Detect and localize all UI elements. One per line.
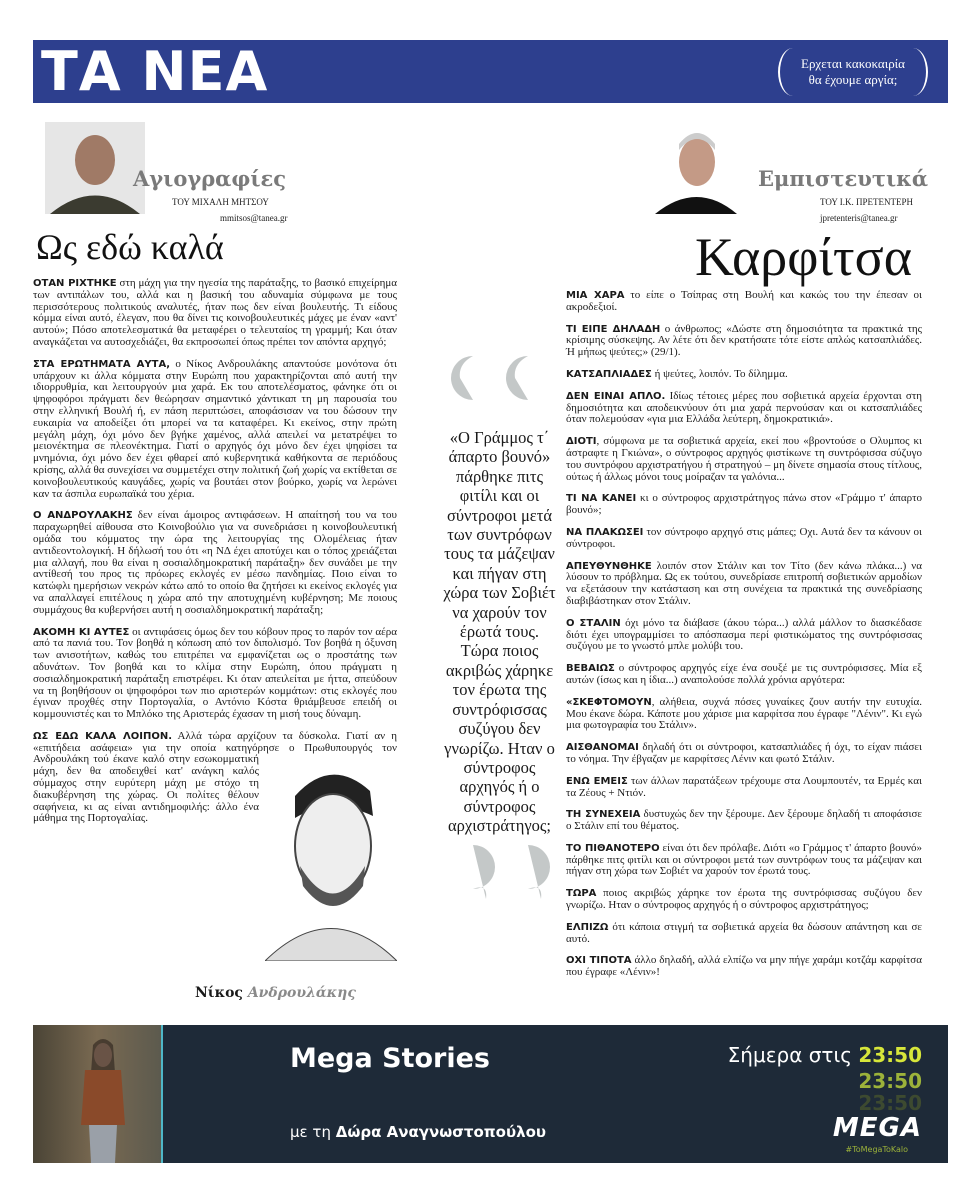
caption-first-name: Νίκος bbox=[195, 985, 243, 1001]
paragraph: ΟΤΑΝ ΡΙΧΤΗΚΕ στη μάχη για την ηγεσία της παράταξης, το βασικό επιχείρημα των αντιπάλων του, αλλά και η βασική του αδυναμία σύμφωνα με τους περισσότερους πολιτικούς αναλυτές, ήταν πως δεν είναι βουλευτής. Τι είδους κόμμα είναι αυτό, έλεγαν, που θα δίνει τις κοινοβουλευτικές μάχες με έναν «αντ' αυτού»; Πόσο αποτελεσματικά θα μεταφέρει ο τελευταίος τη γραμμή; Και όταν αναγκάζεται να αυτοσχεδιάζει, θα εκπροσωπεί όπως πρέπει τον απόντα αρχηγό; bbox=[33, 277, 397, 348]
caption-surname: Ανδρουλάκης bbox=[247, 985, 356, 1001]
host-name: Δώρα Αναγνωστοπούλου bbox=[335, 1123, 547, 1141]
author-photo bbox=[655, 122, 737, 214]
portrait-illustration bbox=[265, 756, 397, 961]
paragraph: ΔΙΟΤΙ, σύμφωνα με τα σοβιετικά αρχεία, εκεί που «βροντούσε ο Ολυμπος κι άστραφτε η Γκιώνα», ο σύντροφος αρχηγός φιστίκωνε τη συντρόφισσα σύζυγο του συντρόφου αρχιστρατήγου ή στρατηγού – μη δίνετε σημασία στους τίτλους, ούτως ή άλλως μόνοι τους μοίραζαν τα γαλόνια... bbox=[566, 435, 922, 483]
schedule-label: Σήμερα στις bbox=[727, 1043, 859, 1067]
author-photo bbox=[45, 122, 145, 214]
paragraph: ΝΑ ΠΛΑΚΩΣΕΙ τον σύντροφο αρχηγό στις μάπες; Οχι. Αυτά δεν τα κάνουν οι σύντροφοι. bbox=[566, 525, 922, 550]
paragraph: ΤΗ ΣΥΝΕΧΕΙΑ δυστυχώς δεν την ξέρουμε. Δεν ξέρουμε δηλαδή τι αποφάσισε ο Στάλιν επί του θέματος. bbox=[566, 808, 922, 833]
column-title: Αγιογραφίες bbox=[133, 166, 287, 191]
masthead bbox=[33, 40, 948, 103]
article-body bbox=[566, 290, 922, 989]
tv-advertisement[interactable] bbox=[33, 1025, 948, 1163]
paragraph: ΔΕΝ ΕΙΝΑΙ ΑΠΛΟ. Ιδίως τέτοιες μέρες που σοβιετικά αρχεία έρχονται στη δημοσιότητα και αποδεικνύουν ότι μια χαρά περνούσαν και οι κατσαπλιάδες όταν πολεμούσαν «για μια Ελλάδα λεύτερη, δημοκρατικιά». bbox=[566, 389, 922, 426]
ad-title: Mega Stories bbox=[290, 1043, 490, 1074]
paragraph: ΤΟ ΠΙΘΑΝΟΤΕΡΟ είναι ότι δεν πρόλαβε. Διότι «ο Γράμμος τ' άπαρτο βουνό» πάρθηκε πιτς φιτίλι και οι σύντροφοι μετά των συντρόφων τους τα μάζεψαν και πήγαν στη χώρα των Σοβιέτ να χαρούν τον έρωτά τους. bbox=[566, 841, 922, 878]
author-email: jpretenteris@tanea.gr bbox=[820, 213, 898, 223]
host-prefix: με τη bbox=[290, 1123, 336, 1141]
article-body bbox=[33, 278, 397, 961]
schedule-time-echo: 23:50 bbox=[858, 1091, 922, 1115]
teaser-line: Ερχεται κακοκαιρία bbox=[801, 56, 905, 71]
paragraph: ΤΙ ΝΑ ΚΑΝΕΙ κι ο σύντροφος αρχιστράτηγος πάνω στον «Γράμμο τ' άπαρτο βουνό»; bbox=[566, 492, 922, 517]
paragraph: ΩΣ ΕΔΩ ΚΑΛΑ ΛΟΙΠΟΝ. Αλλά τώρα αρχίζουν τα δύσκολα. Γιατί αν η «επιτήδεια ασάφεια» για την οποία κατηγόρησε ο Πρωθυπουργός τον Ανδρουλάκη τού έκανε καλό στην εσωκομματική μάχη, δεν θα αποδειχθεί κατ' ανάγκη καλός σύμμαχος στην ευρύτερη μάχη με στόχο τη διακυβέρνηση της χώρας. Οι πολίτες θέλουν σαφήνεια, κι ας είναι αντιδημοφιλής: άλλο ένα μάθημα της Πορτογαλίας. bbox=[33, 729, 397, 825]
paragraph: ΕΝΩ ΕΜΕΙΣ των άλλων παρατάξεων τρέχουμε στα Λουμπουτέν, τα Ερμές και τα Ζέους + Ντιόν. bbox=[566, 774, 922, 799]
paragraph: Ο ΑΝΔΡΟΥΛΑΚΗΣ δεν είναι άμοιρος αντιφάσεων. Η απαίτησή του να του παραχωρηθεί αίθουσα στο Κοινοβούλιο για να συνεδριάσει η κοινοβουλευτική ομάδα του κόμματος την ώρα της λειτουργίας της Ολομέλειας ήταν αντιδεοντολογική. Η δήλωσή του ότι «η ΝΔ έχει αποτύχει και ο τόπος χρειάζεται μια αλλαγή, που θα είναι η σοσιαλδημοκρατική παράταξη» δεν συνάδει με την αντίθεσή του προς τις πρόωρες εκλογές εν μέσω πανδημίας. Ποιο είναι το κατώφλι ημερήσιων νεκρών κάτω από το οποίο θα ζητήσει κι εκείνος εκλογές για να απαλλαγεί επιτέλους η χώρα από την αποτυχημένη κυβέρνηση; Με ποιους συμμάχους θα κυβερνήσει αυτή η σοσιαλδημοκρατική παράταξη; bbox=[33, 509, 397, 616]
paragraph: ΜΙΑ ΧΑΡΑ το είπε ο Τσίπρας στη Βουλή και κακώς του την έπεσαν οι ακροδεξιοί. bbox=[566, 289, 922, 313]
teaser-line: θα έχουμε αργία; bbox=[808, 72, 898, 87]
paragraph: «ΣΚΕΦΤΟΜΟΥΝ, αλήθεια, συχνά πόσες γυναίκες ζουν αυτήν την ευτυχία. Μου έκανε δώρα. Κάποτε μου χάρισε μια καρφίτσα που έγραφε "Λένιν". Κι εγώ μια φωτογραφία του Στάλιν». bbox=[566, 695, 922, 732]
paragraph: Ο ΣΤΑΛΙΝ όχι μόνο τα διάβασε (άκου τώρα...) αλλά μάλλον το διασκέδασε διότι έχει υπογραμμίσει το απόσπασμα περί φιστικώματος της συντρόφισσας συζύγου με το γνωστό μπλε μολύβι του. bbox=[566, 616, 922, 653]
paragraph: ΑΚΟΜΗ ΚΙ ΑΥΤΕΣ οι αντιφάσεις όμως δεν του κόβουν προς το παρόν τον αέρα από τα πανιά του. Τον βοηθά η κόπωση από τον διπολισμό. Τον βοηθά η όξυνση των ανισοτήτων, καθώς του επιτρέπει να εμφανίζεται ως ο προστάτης των αδυνάτων. Τον βοηθά και το κλίμα στην Ευρώπη, όπου πράγματι η σοσιαλδημοκρατική παράταξη επιστρέφει. Κι όταν απειλείται με ήττα, σπεύδουν να τη βοηθήσουν οι ψηφοφόροι των πιο αριστερών κομμάτων: στις εκλογές που έγιναν προχθές στην Πορτογαλία, ο Αντόνιο Κόστα θριάμβευσε επειδή οι κομμουνιστές και το Μπλόκο της Αριστεράς έχασαν τη μισή τους δύναμη. bbox=[33, 625, 397, 721]
author-byline: ΤΟΥ ΜΙΧΑΛΗ ΜΗΤΣΟΥ bbox=[172, 197, 269, 207]
portrait-caption bbox=[195, 985, 356, 1001]
ad-host-photo bbox=[33, 1025, 163, 1163]
schedule-time-echo: 23:50 bbox=[858, 1069, 922, 1093]
schedule-time: 23:50 bbox=[858, 1043, 922, 1067]
newspaper-logo: ΤΑ ΝΕΑ bbox=[41, 40, 269, 103]
paragraph: ΚΑΤΣΑΠΛΙΑΔΕΣ ή ψεύτες, λοιπόν. Το δίλημμα. bbox=[566, 367, 788, 380]
open-quote-icon bbox=[448, 350, 553, 402]
author-email: mmitsos@tanea.gr bbox=[220, 213, 288, 223]
close-quote-icon bbox=[448, 843, 553, 903]
ad-schedule bbox=[728, 1043, 922, 1067]
paragraph: ΑΙΣΘΑΝΟΜΑΙ δηλαδή ότι οι σύντροφοι, κατσαπλιάδες ή όχι, το είχαν πιάσει το νόημα. Την έβγαζαν με καρφίτσες Λένιν και φωτό Στάλιν. bbox=[566, 741, 922, 765]
column-title: Εμπιστευτικά bbox=[758, 166, 929, 191]
mega-logo: MEGA bbox=[832, 1113, 922, 1143]
paragraph: ΣΤΑ ΕΡΩΤΗΜΑΤΑ ΑΥΤΑ, ο Νίκος Ανδρουλάκης απαντούσε μονότονα ότι υπάρχουν κι άλλα κόμματα στην Ευρώπη που χαρακτηρίζονται από αυτή την ιδιορρυθμία, και λειτουργούν μια χαρά. Εκ του αποτελέσματος, φάνηκε ότι οι ψηφοφόροι πράγματι δεν θεώρησαν σημαντικό χάντικαπ τη μη παρουσία του στην ελληνική Βουλή ή, εν πάση περιπτώσει, αποφάσισαν να του δώσουν την ευκαιρία να αποδείξει ότι μπορεί να τα καταφέρει. Κι εκείνος, στην πρώτη μεγάλη μάχη, όχι μόνο δεν βγήκε χαμένος, αλλά απειλεί να μετατρέψει το μειονέκτημα σε πλεονέκτημα. Γιατί ο αρχηγός όχι μόνο δεν έχει ψηφίσει τα μνημόνια, όχι μόνο δεν έχει φθαρεί από κυβερνητικά καθήκοντα σε περιόδους κρίσης, αλλά θα συνεχίσει να συμμετέχει στην πολιτική ζωή χωρίς να εκτίθεται σε κοινοβουλευτικούς καυγάδες, χωρίς να βουτάει στον βούρκο, χωρίς να λερώνει καν τα άσπιλα ευρωπαϊκά του χέρια. bbox=[33, 357, 398, 500]
masthead-teaser bbox=[778, 48, 928, 96]
paragraph: ΑΠΕΥΘΥΝΘΗΚΕ λοιπόν στον Στάλιν και τον Τίτο (δεν κάνω πλάκα...) να λύσουν το πρόβλημα. Ως εκ τούτου, συνεδρίασε επιτροπή σοβιετικών αρμοδίων να εξετάσουν την κατάσταση και στη συνέχεια τα πρακτικά της συνεδρίασης διαβιβάστηκαν στον Στάλιν. bbox=[566, 559, 922, 607]
paragraph: ΟΧΙ ΤΙΠΟΤΑ άλλο δηλαδή, αλλά ελπίζω να μην πήγε χαράμι κοτζάμ καρφίτσα που έγραφε «Λένιν»! bbox=[566, 954, 922, 979]
ad-host bbox=[290, 1123, 546, 1141]
article-headline: Ως εδώ καλά bbox=[36, 227, 224, 267]
pull-quote: «Ο Γράμμος τ΄ άπαρτο βουνό» πάρθηκε πιτς φιτίλι και οι σύντροφοι μετά των συντρόφων τους τα μάζεψαν και πήγαν στη χώρα των Σοβιέτ να χαρούν τον έρωτά τους. Τώρα ποιος ακριβώς χάρηκε τον έρωτα της συντρόφισσας συζύγου δεν γνωρίζω. Ηταν ο σύντροφος αρχηγός ή ο σύντροφος αρχιστράτηγος; bbox=[443, 428, 556, 836]
paragraph: ΕΛΠΙΖΩ ότι κάποια στιγμή τα σοβιετικά αρχεία θα δώσουν απάντηση και σε αυτό. bbox=[566, 920, 922, 945]
paragraph: ΤΩΡΑ ποιος ακριβώς χάρηκε τον έρωτα της συντρόφισσας συζύγου δεν γνωρίζω. Ηταν ο σύντροφος αρχηγός ή ο σύντροφος αρχιστράτηγος; bbox=[566, 887, 922, 912]
paragraph: ΒΕΒΑΙΩΣ ο σύντροφος αρχηγός είχε ένα σουξέ με τις συντρόφισσες. Μία εξ αυτών (ίσως και η ίδια...) αναπολούσε πολλά χρόνια αργότερα: bbox=[566, 662, 922, 686]
author-byline: ΤΟΥ Ι.Κ. ΠΡΕΤΕΝΤΕΡΗ bbox=[820, 197, 914, 207]
ad-hashtag: #ToMegaToKalo bbox=[845, 1145, 908, 1154]
paragraph: ΤΙ ΕΙΠΕ ΔΗΛΑΔΗ ο άνθρωπος; «Δώστε στη δημοσιότητα τα πρακτικά της κρίσιμης σύσκεψης. Αν λέτε ότι δεν κρατήσατε τότε είστε απλώς κατσαπλιάδες. Ή μήπως ψεύτες;» (29/1). bbox=[566, 322, 922, 359]
article-headline: Καρφίτσα bbox=[694, 227, 912, 287]
